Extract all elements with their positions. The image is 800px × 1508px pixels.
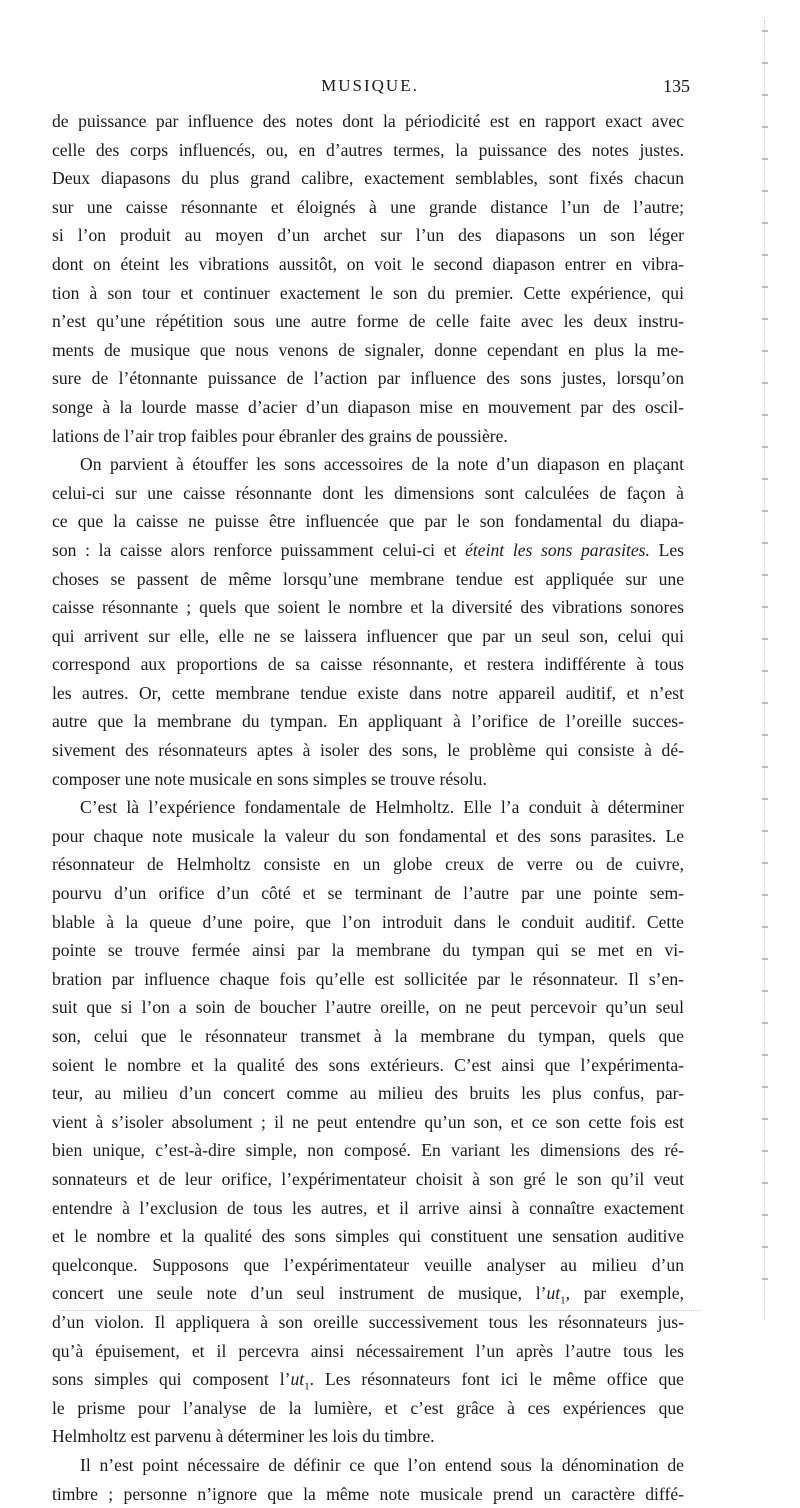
line-text: le prisme pour l’analyse de la lumière, et c’est grâce à ces expériences que [52,1398,684,1418]
text-line [52,1051,684,1080]
scan-tick [762,1086,768,1088]
text-line [52,1337,684,1366]
text-line [52,1079,684,1108]
line-text: d’un violon. Il appliquera à son oreille successivement tous les résonnateurs jus- [52,1312,684,1332]
text-line [52,1365,684,1394]
scan-tick [762,798,768,800]
scan-tick [762,382,768,384]
scan-tick [762,478,768,480]
text-line [52,822,684,851]
line-text-continued: . Les résonnateurs font ici le même office que [310,1369,684,1389]
line-text: concert une seule note d’un seul instrument de musique, l’ [52,1283,546,1303]
line-text: qu’à épuisement, et il percevra ainsi nécessairement l’un après l’autre tous les [52,1341,684,1361]
line-text: et le nombre et la qualité des sons simples qui constituent une sensation auditive [52,1226,684,1246]
scan-tick [762,1022,768,1024]
scan-tick [762,638,768,640]
scan-tick [762,254,768,256]
line-text: sure de l’étonnante puissance de l’action par influence des sons justes, lorsqu’on [52,368,684,388]
page-number: 135 [663,76,690,97]
italic-term: éteint les sons parasites. [465,540,650,560]
text-line [52,679,684,708]
text-line [52,936,684,965]
text-line [52,879,684,908]
text-line [52,479,684,508]
italic-term: ut [546,1283,560,1303]
scan-tick [762,1214,768,1216]
line-text: vient à s’isoler absolument ; il ne peut entendre qu’un son, et ce son cette fois est [52,1112,684,1132]
scan-tick [762,830,768,832]
line-text: celui-ci sur une caisse résonnante dont les dimensions sont calculées de façon à [52,483,684,503]
text-line [52,1308,684,1337]
text-line [52,1165,684,1194]
line-text-continued: Les [650,540,684,560]
scan-tick [762,446,768,448]
scan-margin-marks [764,20,777,1320]
text-line [52,107,684,136]
scan-tick [762,1054,768,1056]
scan-tick [762,1118,768,1120]
line-text: entendre à l’exclusion de tous les autres, et il arrive ainsi à connaître exactement [52,1198,684,1218]
text-line [52,993,684,1022]
scan-tick [762,126,768,128]
scan-tick [762,286,768,288]
text-line [52,336,684,365]
scan-tick [762,158,768,160]
scan-tick [762,190,768,192]
running-title: MUSIQUE. [50,76,690,96]
line-text-continued: , par exemple, [566,1283,684,1303]
text-line [52,193,684,222]
text-line [52,1480,684,1508]
line-text: ce que la caisse ne puisse être influencée que par le son fondamental du diapa- [52,511,684,531]
text-line [52,1279,684,1308]
text-line [52,364,684,393]
scan-tick [762,94,768,96]
line-text: blable à la queue d’une poire, que l’on introduit dans le conduit auditif. Cette [52,912,684,932]
line-text: sons simples qui composent l’ [52,1369,290,1389]
text-line [52,850,684,879]
line-text: son, celui que le résonnateur transmet à la membrane du tympan, quels que [52,1026,684,1046]
line-text: songe à la lourde masse d’acier d’un diapason mise en mouvement par des oscil- [52,397,684,417]
text-line [52,221,684,250]
scan-tick [762,670,768,672]
scan-bottom-edge [60,1310,700,1311]
text-line [52,136,684,165]
text-line [52,650,684,679]
line-text: Helmholtz est parvenu à déterminer les lois du timbre. [52,1426,435,1446]
scan-tick [762,1246,768,1248]
text-line [52,422,684,451]
line-text: Il n’est point nécessaire de définir ce que l’on entend sous la dénomination de [80,1455,684,1475]
text-line [52,965,684,994]
text-line [52,793,684,822]
line-text: sur une caisse résonnante et éloignés à une grande distance l’un de l’autre; [52,197,684,217]
line-text: suit que si l’on a soin de boucher l’autre oreille, on ne peut percevoir qu’un seul [52,997,684,1017]
scan-tick [762,414,768,416]
line-text: sivement des résonnateurs aptes à isoler des sons, le problème qui consiste à dé- [52,740,684,760]
text-line [52,450,684,479]
line-text: qui arrivent sur elle, elle ne se laissera influencer que par un seul son, celui qui [52,626,684,646]
text-line [52,1422,684,1451]
text-line [52,279,684,308]
text-line [52,1194,684,1223]
scan-tick [762,510,768,512]
line-text: celle des corps influencés, ou, en d’autres termes, la puissance des notes justes. [52,140,684,160]
scan-tick [762,62,768,64]
scan-tick [762,926,768,928]
text-line [52,1022,684,1051]
line-text: si l’on produit au moyen d’un archet sur l’un des diapasons un son léger [52,225,684,245]
scan-tick [762,1150,768,1152]
body-text [52,107,684,1508]
line-text: On parvient à étouffer les sons accessoires de la note d’un diapason en plaçant [80,454,684,474]
line-text: lations de l’air trop faibles pour ébranler des grains de poussière. [52,426,508,446]
line-text: quelconque. Supposons que l’expérimentateur veuille analyser au milieu d’un [52,1255,684,1275]
line-text: teur, au milieu d’un concert comme au milieu des bruits les plus confus, par- [52,1083,684,1103]
text-line [52,307,684,336]
text-line [52,765,684,794]
line-text: dont on éteint les vibrations aussitôt, on voit le second diapason entrer en vibra- [52,254,684,274]
text-line [52,250,684,279]
scan-tick [762,1278,768,1280]
line-text: tion à son tour et continuer exactement le son du premier. Cette expérience, qui [52,283,684,303]
scan-tick [762,702,768,704]
line-text: pour chaque note musicale la valeur du son fondamental et des sons parasites. Le [52,826,684,846]
scan-tick [762,606,768,608]
line-text: pointe se trouve fermée ainsi par la membrane du tympan qui se met en vi- [52,940,684,960]
text-line [52,393,684,422]
text-line [52,507,684,536]
scan-tick [762,222,768,224]
scan-tick [762,542,768,544]
scan-tick [762,894,768,896]
line-text: Deux diapasons du plus grand calibre, exactement semblables, sont fixés chacun [52,168,684,188]
text-line [52,1394,684,1423]
line-text: résonnateur de Helmholtz consiste en un globe creux de verre ou de cuivre, [52,854,684,874]
scan-tick [762,30,768,32]
line-text: les autres. Or, cette membrane tendue existe dans notre appareil auditif, et n’est [52,683,684,703]
line-text: choses se passent de même lorsqu’une membrane tendue est appliquée sur une [52,569,684,589]
line-text: soient le nombre et la qualité des sons extérieurs. C’est ainsi que l’expérimenta- [52,1055,684,1075]
scan-tick [762,766,768,768]
line-text: bration par influence chaque fois qu’elle est sollicitée par le résonnateur. Il s’en- [52,969,684,989]
line-text: de puissance par influence des notes dont la périodicité est en rapport exact avec [52,111,684,131]
text-line [52,707,684,736]
scan-tick [762,862,768,864]
text-line [52,1451,684,1480]
line-text: son : la caisse alors renforce puissamment celui-ci et [52,540,465,560]
line-text: correspond aux proportions de sa caisse résonnante, et restera indifférente à tous [52,654,684,674]
italic-term: ut [290,1369,304,1389]
scan-tick [762,1182,768,1184]
text-line [52,565,684,594]
running-head [50,76,690,104]
scan-tick [762,574,768,576]
text-line [52,164,684,193]
scan-tick [762,318,768,320]
text-line [52,536,684,565]
line-text: caisse résonnante ; quels que soient le nombre et la diversité des vibrations sonores [52,597,684,617]
line-text: pourvu d’un orifice d’un côté et se terminant de l’autre par une pointe sem- [52,883,684,903]
subscript: 1 [560,1295,566,1307]
scan-tick [762,958,768,960]
text-line [52,593,684,622]
line-text: composer une note musicale en sons simples se trouve résolu. [52,769,487,789]
text-line [52,736,684,765]
subscript: 1 [304,1381,310,1393]
line-text: autre que la membrane du tympan. En appliquant à l’orifice de l’oreille succes- [52,711,684,731]
text-line [52,1136,684,1165]
text-line [52,908,684,937]
text-line [52,1108,684,1137]
line-text: n’est qu’une répétition sous une autre forme de celle faite avec les deux instru- [52,311,684,331]
line-text: sonnateurs et de leur orifice, l’expérimentateur choisit à son gré le son qu’il veut [52,1169,684,1189]
line-text: C’est là l’expérience fondamentale de Helmholtz. Elle l’a conduit à déterminer [80,797,684,817]
scan-tick [762,990,768,992]
scan-tick [762,734,768,736]
line-text: bien unique, c’est-à-dire simple, non composé. En variant les dimensions des ré- [52,1140,684,1160]
text-line [52,622,684,651]
line-text: ments de musique que nous venons de signaler, donne cependant en plus la me- [52,340,684,360]
text-line [52,1222,684,1251]
text-line [52,1251,684,1280]
line-text: timbre ; personne n’ignore que la même note musicale prend un caractère diffé- [52,1484,684,1504]
scan-tick [762,350,768,352]
